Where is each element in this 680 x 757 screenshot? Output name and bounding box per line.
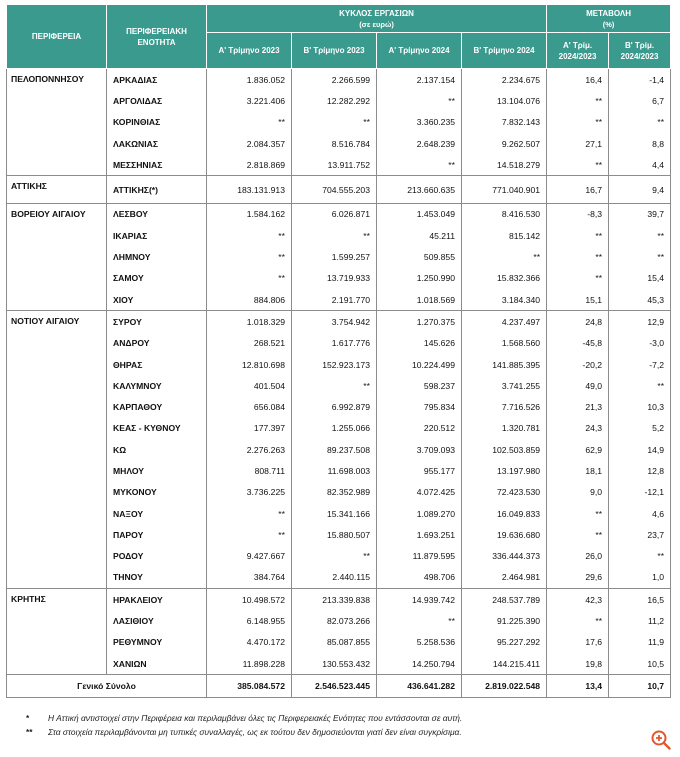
cell-q1-2023: 6.148.955 — [207, 610, 292, 631]
region-cell: ΒΟΡΕΙΟΥ ΑΙΓΑΙΟΥ — [7, 203, 107, 310]
header-region: ΠΕΡΙΦΕΡΕΙΑ — [7, 5, 107, 69]
table-row — [7, 439, 671, 460]
total-cell-q1-2024: 436.641.282 — [377, 675, 462, 698]
cell-change-q2: -12,1 — [609, 482, 671, 503]
cell-q1-2024: 14.250.794 — [377, 653, 462, 675]
total-label: Γενικό Σύνολο — [7, 675, 207, 698]
cell-q2-2023: 6.026.871 — [292, 203, 377, 225]
cell-change-q2: ** — [609, 375, 671, 396]
cell-q1-2023: 808.711 — [207, 460, 292, 481]
unit-cell: ΣΥΡΟΥ — [107, 311, 207, 333]
cell-change-q1: ** — [547, 112, 609, 133]
footnote-mark: * — [26, 713, 30, 723]
footnote — [26, 725, 646, 739]
cell-q1-2023: 1.836.052 — [207, 69, 292, 91]
cell-q2-2024: 15.832.366 — [462, 268, 547, 289]
cell-change-q1: -45,8 — [547, 333, 609, 354]
cell-q2-2024: 3.184.340 — [462, 289, 547, 311]
table-row — [7, 154, 671, 176]
cell-change-q1: 26,0 — [547, 546, 609, 567]
zoom-in-icon — [650, 729, 672, 751]
cell-q2-2023: ** — [292, 375, 377, 396]
cell-change-q1: 9,0 — [547, 482, 609, 503]
header-unit: ΠΕΡΙΦΕΡΕΙΑΚΗ ΕΝΟΤΗΤΑ — [107, 5, 207, 69]
cell-change-q2: 11,9 — [609, 632, 671, 653]
cell-change-q1: ** — [547, 503, 609, 524]
cell-q2-2023: 11.698.003 — [292, 460, 377, 481]
cell-change-q2: 12,8 — [609, 460, 671, 481]
cell-change-q2: 14,9 — [609, 439, 671, 460]
table-row — [7, 90, 671, 111]
unit-cell: ΚΟΡΙΝΘΙΑΣ — [107, 112, 207, 133]
cell-change-q2: 16,5 — [609, 589, 671, 611]
cell-q1-2024: 145.626 — [377, 333, 462, 354]
cell-q1-2024: 4.072.425 — [377, 482, 462, 503]
table-row — [7, 482, 671, 503]
cell-change-q1: 15,1 — [547, 289, 609, 311]
cell-q2-2024: 72.423.530 — [462, 482, 547, 503]
cell-q2-2024: 1.568.560 — [462, 333, 547, 354]
cell-q2-2023: 82.073.266 — [292, 610, 377, 631]
cell-q1-2023: 11.898.228 — [207, 653, 292, 675]
cell-q2-2024: 9.262.507 — [462, 133, 547, 154]
cell-change-q1: ** — [547, 154, 609, 176]
table-row — [7, 546, 671, 567]
table-row — [7, 567, 671, 589]
cell-change-q2: -7,2 — [609, 354, 671, 375]
cell-q1-2024: ** — [377, 610, 462, 631]
table-row — [7, 246, 671, 267]
cell-q2-2023: 2.266.599 — [292, 69, 377, 91]
cell-q2-2023: ** — [292, 225, 377, 246]
cell-q2-2023: 12.282.292 — [292, 90, 377, 111]
cell-q1-2023: 401.504 — [207, 375, 292, 396]
cell-q2-2023: 213.339.838 — [292, 589, 377, 611]
cell-q1-2024: 795.834 — [377, 396, 462, 417]
header-turnover-title: ΚΥΚΛΟΣ ΕΡΓΑΣΙΩΝ — [339, 8, 414, 18]
cell-q1-2024: 45.211 — [377, 225, 462, 246]
cell-q1-2024: 3.360.235 — [377, 112, 462, 133]
cell-change-q2: 39,7 — [609, 203, 671, 225]
unit-cell: ΜΕΣΣΗΝΙΑΣ — [107, 154, 207, 176]
cell-change-q1: 16,7 — [547, 176, 609, 203]
cell-q1-2023: 2.084.357 — [207, 133, 292, 154]
cell-q1-2024: 3.709.093 — [377, 439, 462, 460]
unit-cell: ΧΑΝΙΩΝ — [107, 653, 207, 675]
table-row — [7, 632, 671, 653]
cell-q2-2024: 4.237.497 — [462, 311, 547, 333]
header-turnover — [207, 5, 547, 33]
unit-cell: ΘΗΡΑΣ — [107, 354, 207, 375]
cell-q2-2023: 6.992.879 — [292, 396, 377, 417]
table-row — [7, 289, 671, 311]
zoom-in-button[interactable] — [648, 727, 674, 753]
table-row — [7, 375, 671, 396]
cell-change-q2: 11,2 — [609, 610, 671, 631]
unit-cell: ΑΡΚΑΔΙΑΣ — [107, 69, 207, 91]
table-row — [7, 653, 671, 675]
cell-q2-2023: 130.553.432 — [292, 653, 377, 675]
cell-change-q2: -1,4 — [609, 69, 671, 91]
cell-change-q2: ** — [609, 546, 671, 567]
footnote-mark: ** — [26, 727, 33, 737]
cell-change-q2: 8,8 — [609, 133, 671, 154]
cell-q1-2024: 2.137.154 — [377, 69, 462, 91]
cell-change-q2: 23,7 — [609, 524, 671, 545]
cell-q1-2024: 220.512 — [377, 418, 462, 439]
region-cell: ΚΡΗΤΗΣ — [7, 589, 107, 675]
cell-change-q2: -3,0 — [609, 333, 671, 354]
cell-change-q1: ** — [547, 268, 609, 289]
cell-q2-2024: 815.142 — [462, 225, 547, 246]
cell-change-q2: 5,2 — [609, 418, 671, 439]
cell-change-q1: ** — [547, 524, 609, 545]
unit-cell: ΡΟΔΟΥ — [107, 546, 207, 567]
table-row — [7, 176, 671, 203]
unit-cell: ΛΕΣΒΟΥ — [107, 203, 207, 225]
cell-q1-2024: ** — [377, 90, 462, 111]
cell-change-q1: 16,4 — [547, 69, 609, 91]
total-cell-q2-2023: 2.546.523.445 — [292, 675, 377, 698]
cell-change-q1: -8,3 — [547, 203, 609, 225]
table-row — [7, 133, 671, 154]
cell-q2-2023: 15.880.507 — [292, 524, 377, 545]
cell-change-q2: 12,9 — [609, 311, 671, 333]
cell-q2-2024: 95.227.292 — [462, 632, 547, 653]
table-row — [7, 333, 671, 354]
cell-change-q1: 42,3 — [547, 589, 609, 611]
cell-q2-2024: 3.741.255 — [462, 375, 547, 396]
cell-q1-2023: 2.818.869 — [207, 154, 292, 176]
unit-cell: ΣΑΜΟΥ — [107, 268, 207, 289]
cell-q2-2024: 13.104.076 — [462, 90, 547, 111]
header-q2-2023: Β' Τρίμηνο 2023 — [292, 33, 377, 69]
cell-q1-2023: 268.521 — [207, 333, 292, 354]
cell-q2-2024: 13.197.980 — [462, 460, 547, 481]
footnote-text: Στα στοιχεία περιλαμβάνονται μη τυπικές συναλλαγές, ως εκ τούτου δεν δημοσιεύονται γιατί δεν είναι συγκρίσιμα. — [48, 727, 462, 737]
cell-q2-2023: 82.352.989 — [292, 482, 377, 503]
cell-q2-2024: 336.444.373 — [462, 546, 547, 567]
cell-q2-2024: 144.215.411 — [462, 653, 547, 675]
cell-change-q1: -20,2 — [547, 354, 609, 375]
cell-q2-2024: 91.225.390 — [462, 610, 547, 631]
unit-cell: ΚΕΑΣ - ΚΥΘΝΟΥ — [107, 418, 207, 439]
cell-change-q2: 10,5 — [609, 653, 671, 675]
cell-q1-2023: 1.018.329 — [207, 311, 292, 333]
table-row — [7, 69, 671, 91]
cell-change-q2: 10,3 — [609, 396, 671, 417]
cell-q1-2024: 598.237 — [377, 375, 462, 396]
region-cell: ΠΕΛΟΠΟΝΝΗΣΟΥ — [7, 69, 107, 176]
cell-q2-2024: 2.464.981 — [462, 567, 547, 589]
cell-q2-2024: 19.636.680 — [462, 524, 547, 545]
cell-q1-2023: 3.736.225 — [207, 482, 292, 503]
cell-q1-2023: 4.470.172 — [207, 632, 292, 653]
cell-q2-2023: 89.237.508 — [292, 439, 377, 460]
cell-change-q1: ** — [547, 610, 609, 631]
cell-change-q1: 24,8 — [547, 311, 609, 333]
cell-q1-2024: ** — [377, 154, 462, 176]
cell-q2-2024: 2.234.675 — [462, 69, 547, 91]
cell-q1-2024: 1.250.990 — [377, 268, 462, 289]
cell-q1-2023: ** — [207, 246, 292, 267]
total-cell-change-q2: 10,7 — [609, 675, 671, 698]
cell-q2-2024: ** — [462, 246, 547, 267]
cell-change-q1: ** — [547, 225, 609, 246]
unit-cell: ΛΑΚΩΝΙΑΣ — [107, 133, 207, 154]
cell-q1-2023: ** — [207, 225, 292, 246]
cell-q1-2024: 1.018.569 — [377, 289, 462, 311]
cell-q2-2023: 152.923.173 — [292, 354, 377, 375]
unit-cell: ΗΡΑΚΛΕΙΟΥ — [107, 589, 207, 611]
unit-cell: ΧΙΟΥ — [107, 289, 207, 311]
cell-change-q1: 19,8 — [547, 653, 609, 675]
cell-change-q1: 62,9 — [547, 439, 609, 460]
cell-q2-2024: 14.518.279 — [462, 154, 547, 176]
cell-q1-2023: ** — [207, 112, 292, 133]
unit-cell: ΜΗΛΟΥ — [107, 460, 207, 481]
cell-q2-2024: 1.320.781 — [462, 418, 547, 439]
cell-change-q1: ** — [547, 246, 609, 267]
footnote — [26, 711, 646, 725]
cell-q2-2024: 248.537.789 — [462, 589, 547, 611]
unit-cell: ΑΡΓΟΛΙΔΑΣ — [107, 90, 207, 111]
table-row — [7, 203, 671, 225]
cell-q2-2023: 1.617.776 — [292, 333, 377, 354]
cell-q2-2024: 141.885.395 — [462, 354, 547, 375]
footnote-text: Η Αττική αντιστοιχεί στην Περιφέρεια και περιλαμβάνει όλες τις Περιφερειακές Ενότητες που εντάσσονται σε αυτή. — [48, 713, 463, 723]
cell-change-q1: 24,3 — [547, 418, 609, 439]
cell-change-q2: ** — [609, 225, 671, 246]
cell-q2-2023: 15.341.166 — [292, 503, 377, 524]
cell-change-q1: 49,0 — [547, 375, 609, 396]
cell-q2-2024: 16.049.833 — [462, 503, 547, 524]
cell-q2-2024: 7.716.526 — [462, 396, 547, 417]
unit-cell: ΡΕΘΥΜΝΟΥ — [107, 632, 207, 653]
table-body — [7, 69, 671, 698]
cell-change-q2: 1,0 — [609, 567, 671, 589]
cell-change-q1: 21,3 — [547, 396, 609, 417]
table-row — [7, 112, 671, 133]
cell-q2-2024: 102.503.859 — [462, 439, 547, 460]
cell-q1-2023: 10.498.572 — [207, 589, 292, 611]
table-row — [7, 354, 671, 375]
cell-q1-2024: 10.224.499 — [377, 354, 462, 375]
cell-q2-2024: 771.040.901 — [462, 176, 547, 203]
total-row — [7, 675, 671, 698]
header-q2-2024: Β' Τρίμηνο 2024 — [462, 33, 547, 69]
region-cell: ΝΟΤΙΟΥ ΑΙΓΑΙΟΥ — [7, 311, 107, 589]
unit-cell: ΠΑΡΟΥ — [107, 524, 207, 545]
unit-cell: ΤΗΝΟΥ — [107, 567, 207, 589]
table-row — [7, 589, 671, 611]
cell-q2-2023: 2.440.115 — [292, 567, 377, 589]
cell-q1-2024: 498.706 — [377, 567, 462, 589]
unit-cell: ΝΑΞΟΥ — [107, 503, 207, 524]
table-row — [7, 268, 671, 289]
cell-q2-2023: 8.516.784 — [292, 133, 377, 154]
cell-change-q1: ** — [547, 90, 609, 111]
cell-q1-2023: 12.810.698 — [207, 354, 292, 375]
cell-q2-2023: 1.255.066 — [292, 418, 377, 439]
unit-cell: ΛΑΣΙΘΙΟΥ — [107, 610, 207, 631]
cell-change-q2: 45,3 — [609, 289, 671, 311]
cell-change-q1: 29,6 — [547, 567, 609, 589]
cell-q1-2023: ** — [207, 524, 292, 545]
header-turnover-unit: (σε ευρώ) — [359, 19, 394, 29]
cell-change-q2: 4,6 — [609, 503, 671, 524]
cell-q1-2023: 177.397 — [207, 418, 292, 439]
cell-q1-2024: 1.089.270 — [377, 503, 462, 524]
unit-cell: ΙΚΑΡΙΑΣ — [107, 225, 207, 246]
cell-q1-2023: 2.276.263 — [207, 439, 292, 460]
cell-q1-2023: 183.131.913 — [207, 176, 292, 203]
header-change — [547, 5, 671, 33]
cell-change-q2: ** — [609, 246, 671, 267]
table-row — [7, 311, 671, 333]
cell-q2-2023: 13.719.933 — [292, 268, 377, 289]
cell-q1-2024: 5.258.536 — [377, 632, 462, 653]
cell-change-q2: 9,4 — [609, 176, 671, 203]
total-cell-change-q1: 13,4 — [547, 675, 609, 698]
table-row — [7, 225, 671, 246]
header-change-title: ΜΕΤΑΒΟΛΗ — [586, 8, 632, 18]
table-container — [6, 4, 670, 698]
header-q1-2023: Α' Τρίμηνο 2023 — [207, 33, 292, 69]
cell-q1-2024: 1.270.375 — [377, 311, 462, 333]
cell-q2-2023: 3.754.942 — [292, 311, 377, 333]
table-row — [7, 524, 671, 545]
cell-q1-2024: 1.453.049 — [377, 203, 462, 225]
cell-q1-2023: 884.806 — [207, 289, 292, 311]
cell-q1-2023: ** — [207, 268, 292, 289]
unit-cell: ΑΝΔΡΟΥ — [107, 333, 207, 354]
cell-q1-2024: 213.660.635 — [377, 176, 462, 203]
cell-q1-2023: 1.584.162 — [207, 203, 292, 225]
header-change-q2: Β' Τρίμ. 2024/2023 — [609, 33, 671, 69]
cell-q2-2023: 704.555.203 — [292, 176, 377, 203]
cell-q1-2023: 656.084 — [207, 396, 292, 417]
cell-change-q2: 15,4 — [609, 268, 671, 289]
table-row — [7, 503, 671, 524]
unit-cell: ΚΩ — [107, 439, 207, 460]
unit-cell: ΚΑΡΠΑΘΟΥ — [107, 396, 207, 417]
cell-change-q1: 18,1 — [547, 460, 609, 481]
header-change-q1: Α' Τρίμ. 2024/2023 — [547, 33, 609, 69]
turnover-table — [6, 4, 671, 698]
cell-change-q2: ** — [609, 112, 671, 133]
region-cell: ΑΤΤΙΚΗΣ — [7, 176, 107, 203]
cell-q2-2023: 1.599.257 — [292, 246, 377, 267]
cell-q1-2023: 384.764 — [207, 567, 292, 589]
cell-change-q2: 4,4 — [609, 154, 671, 176]
cell-q2-2023: ** — [292, 546, 377, 567]
table-row — [7, 396, 671, 417]
cell-change-q1: 17,6 — [547, 632, 609, 653]
cell-change-q1: 27,1 — [547, 133, 609, 154]
table-row — [7, 610, 671, 631]
cell-q1-2024: 955.177 — [377, 460, 462, 481]
cell-q1-2024: 1.693.251 — [377, 524, 462, 545]
cell-change-q2: 6,7 — [609, 90, 671, 111]
cell-q2-2024: 8.416.530 — [462, 203, 547, 225]
cell-q2-2024: 7.832.143 — [462, 112, 547, 133]
header-change-unit: (%) — [602, 19, 615, 29]
cell-q1-2024: 2.648.239 — [377, 133, 462, 154]
cell-q1-2023: 9.427.667 — [207, 546, 292, 567]
unit-cell: ΑΤΤΙΚΗΣ(*) — [107, 176, 207, 203]
header-q1-2024: Α' Τρίμηνο 2024 — [377, 33, 462, 69]
unit-cell: ΛΗΜΝΟΥ — [107, 246, 207, 267]
cell-q2-2023: 13.911.752 — [292, 154, 377, 176]
cell-q2-2023: ** — [292, 112, 377, 133]
unit-cell: ΜΥΚΟΝΟΥ — [107, 482, 207, 503]
unit-cell: ΚΑΛΥΜΝΟΥ — [107, 375, 207, 396]
cell-q1-2024: 509.855 — [377, 246, 462, 267]
total-cell-q2-2024: 2.819.022.548 — [462, 675, 547, 698]
cell-q1-2024: 14.939.742 — [377, 589, 462, 611]
cell-q1-2023: 3.221.406 — [207, 90, 292, 111]
footnotes — [26, 711, 646, 739]
total-cell-q1-2023: 385.084.572 — [207, 675, 292, 698]
cell-q2-2023: 85.087.855 — [292, 632, 377, 653]
cell-q1-2024: 11.879.595 — [377, 546, 462, 567]
table-row — [7, 418, 671, 439]
cell-q2-2023: 2.191.770 — [292, 289, 377, 311]
cell-q1-2023: ** — [207, 503, 292, 524]
table-row — [7, 460, 671, 481]
